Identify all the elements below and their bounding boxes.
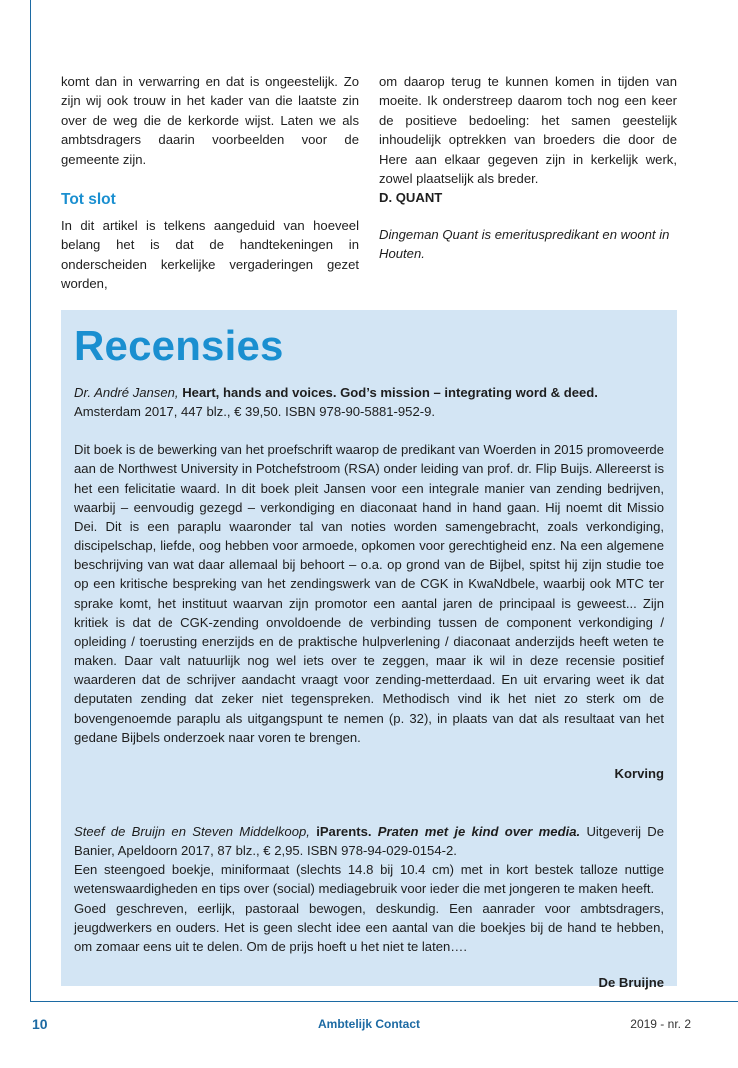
article-paragraph: komt dan in verwarring en dat is ongeestelijk. Zo zijn wij ook trouw in het kader van die laatste zin over de weg die de kerkorde wijst. Laten we als ambtsdragers daarin voorbeelden voor de gemeente zijn. — [61, 74, 359, 167]
article-left-column — [61, 72, 359, 294]
review-1-author: Dr. André Jansen, — [74, 385, 179, 400]
review-2-title: iParents. — [316, 823, 372, 839]
issue-label: 2019 - nr. 2 — [630, 1017, 691, 1031]
review-1-book-title: Heart, hands and voices. God’s mission – integrating word & deed. — [182, 385, 598, 400]
left-margin-rule — [30, 0, 31, 1001]
author-bio: Dingeman Quant is emerituspredikant en woont in Houten. — [379, 226, 670, 262]
review-1-signature: Korving — [614, 765, 664, 781]
reviews-body — [74, 383, 664, 992]
review-2-text: Goed geschreven, eerlijk, pastoraal bewogen, deskundig. Een aanrader voor ambtsdragers, jeugdwerkers en ouders. Het is geen slecht idee een aantal van die boekjes bij de hand te hebben, om zomaar eens uit te delen. Om de prijs hoeft u het niet te laten…. — [74, 900, 664, 954]
review-2-subtitle: Praten met je kind over media. — [377, 823, 581, 839]
reviews-title: Recensies — [74, 322, 284, 369]
review-1-text: Dit boek is de bewerking van het proefschrift waarop de predikant van Woerden in 2015 promoveerde aan de Northwest University in Potchefstroom (RSA) onder leiding van prof. dr. Flip Buijs. Allereerst is het een felicitatie waard. In dit boek pleit Jansen voor een integrale manier van zending bedrijven, waarbij – eenvoudig gezegd – verkondiging en diaconaat hand in hand gaan. Hij noemt dit Missio Dei. Dit is een paraplu waaronder tal van noties worden samengebracht, zoals verkondiging, discipelschap, liefde, oog hebben voor armoede, opkomen voor gerechtigheid enz. Na een algemene beschrijving van wat daar allemaal bij behoort – o.a. op grond van de Bijbel, spitst hij zijn studie toe op een kritische bespreking van het zendingswerk van de CGK in KwaNdbele, waarbij ook MTC ter sprake komt, het instituut waarvan zijn promotor een aantal jaren de principaal is geweest... Zijn kritiek is dat de CGK-zending onvoldoende de verbinding tussen de component verkondiging / opleiding / toerusting enerzijds en de praktische hulpverlening / diaconaat anderzijds heeft weten te maken. Daar valt natuurlijk nog wel iets over te zeggen, maar ik wil in deze recensie positief waarderen dat de schrijver aandacht vraagt voor zending-metterdaad. En uit ervaring weet ik dat deputaten zending dat zeker niet tegenspreken. Methodisch vind ik het niet zo sterk om de bovengenoemde paraplu als uitgangspunt te nemen (p. 32), in plaats van dat als resultaat van het gedane Bijbels onderzoek naar voren te brengen. — [74, 442, 664, 745]
review-1-details: Amsterdam 2017, 447 blz., € 39,50. ISBN 978-90-5881-952-9. — [74, 404, 436, 420]
article-paragraph: om daarop terug te kunnen komen in tijden van moeite. Ik onderstreep daarom toch nog een keer de positieve bedoeling: het samen geestelijk inhoudelijk optrekken van broeders die door de Here aan elkaar gegeven zijn in kerkelijk werk, zowel plaatselijk als breder. — [379, 74, 677, 187]
review-2-signature: De Bruijne — [598, 975, 664, 991]
review-2-details: Uitgeverij De Banier, Apeldoorn 2017, 87 blz., € 2,95. ISBN 978-94-029-0154-2. — [74, 823, 665, 859]
article-paragraph: In dit artikel is telkens aangeduid van hoeveel belang het is dat de handtekeningen in onderscheiden kerkelijke vergaderingen gezet worden, — [61, 218, 359, 292]
review-1-citation — [74, 383, 664, 402]
review-2-authors: Steef de Bruijn en Steven Middelkoop, — [74, 823, 310, 839]
author-signature: D. QUANT — [379, 190, 443, 206]
article-right-column — [379, 72, 677, 264]
section-heading: Tot slot — [61, 191, 116, 209]
page-number: 10 — [32, 1016, 48, 1032]
review-2-text: Een steengoed boekje, miniformaat (slechts 14.8 bij 10.4 cm) met in kort bestek talloze nuttige wetenswaardigheden en tips over (social) mediagebruik voor ieder die met jongeren te maken heeft. — [74, 862, 664, 897]
magazine-name: Ambtelijk Contact — [317, 1017, 420, 1031]
review-2-citation — [74, 822, 664, 860]
footer-rule — [30, 1001, 738, 1002]
